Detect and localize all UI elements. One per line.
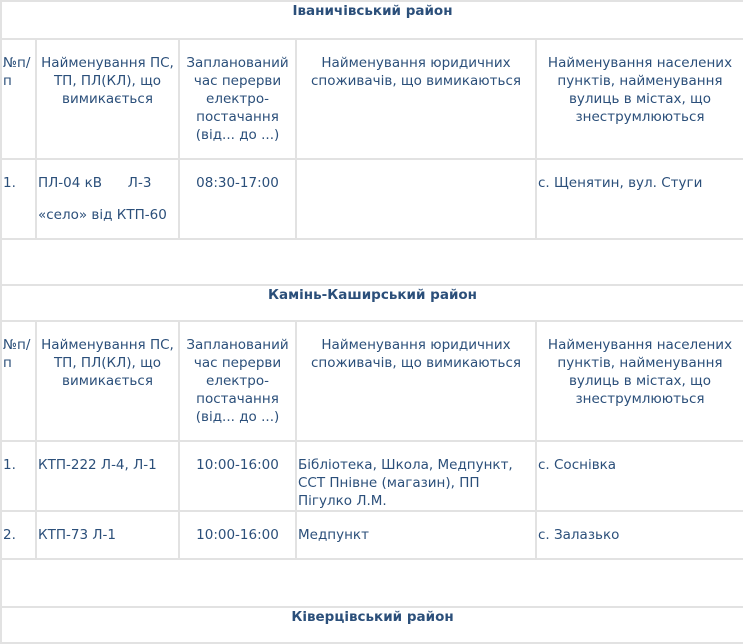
- spacer-cell: [1, 239, 743, 285]
- header-legal-consumers: Найменування юридичних споживачів, що вимикаються: [296, 39, 536, 159]
- column-header-row: [1, 321, 743, 441]
- table-row: [1, 511, 743, 559]
- row-outage-time: 08:30-17:00: [179, 159, 296, 239]
- header-settlements: Найменування населених пунктів, найменування вулиць в містах, що знеструмлюються: [536, 39, 743, 159]
- row-line-name: КТП-73 Л-1: [36, 511, 179, 559]
- row-line-name: КТП-222 Л-4, Л-1: [36, 441, 179, 511]
- row-legal-consumers: Медпункт: [296, 511, 536, 559]
- row-line-name-part2: «село» від КТП-60: [38, 207, 167, 223]
- district-title: Ківерцівський район: [1, 607, 743, 643]
- header-number: №п/п: [1, 321, 36, 441]
- spacer-cell: [1, 559, 743, 607]
- row-number: 2.: [1, 511, 36, 559]
- district-title: Іваничівський район: [1, 1, 743, 39]
- header-settlements: Найменування населених пунктів, найменування вулиць в містах, що знеструмлюються: [536, 321, 743, 441]
- spacer-row: [1, 239, 743, 285]
- header-outage-time: Запланований час перерви електро-постачання (від... до ...): [179, 321, 296, 441]
- header-line-name: Найменування ПС, ТП, ПЛ(КЛ), що вимикається: [36, 39, 179, 159]
- row-outage-time: 10:00-16:00: [179, 511, 296, 559]
- row-outage-time: 10:00-16:00: [179, 441, 296, 511]
- header-legal-consumers: Найменування юридичних споживачів, що вимикаються: [296, 321, 536, 441]
- column-header-row: [1, 39, 743, 159]
- table-row: [1, 441, 743, 511]
- row-line-name-part1: ПЛ-04 кВ Л-3: [38, 175, 152, 191]
- row-number: 1.: [1, 159, 36, 239]
- row-settlements: с. Залазько: [536, 511, 743, 559]
- table-row: [1, 159, 743, 239]
- row-legal-consumers: Бібліотека, Школа, Медпункт, ССТ Пнівне (магазин), ПП Пігулко Л.М.: [296, 441, 536, 511]
- row-line-name: [36, 159, 179, 239]
- district-header-row: [1, 1, 743, 39]
- district-title: Камінь-Каширський район: [1, 285, 743, 321]
- header-number: №п/п: [1, 39, 36, 159]
- header-line-name: Найменування ПС, ТП, ПЛ(КЛ), що вимикається: [36, 321, 179, 441]
- district-header-row: [1, 285, 743, 321]
- spacer-row: [1, 559, 743, 607]
- row-settlements: с. Соснівка: [536, 441, 743, 511]
- row-legal-consumers: [296, 159, 536, 239]
- row-settlements: с. Щенятин, вул. Стуги: [536, 159, 743, 239]
- district-header-row: [1, 607, 743, 643]
- row-number: 1.: [1, 441, 36, 511]
- header-outage-time: Запланований час перерви електро-постачання (від... до ...): [179, 39, 296, 159]
